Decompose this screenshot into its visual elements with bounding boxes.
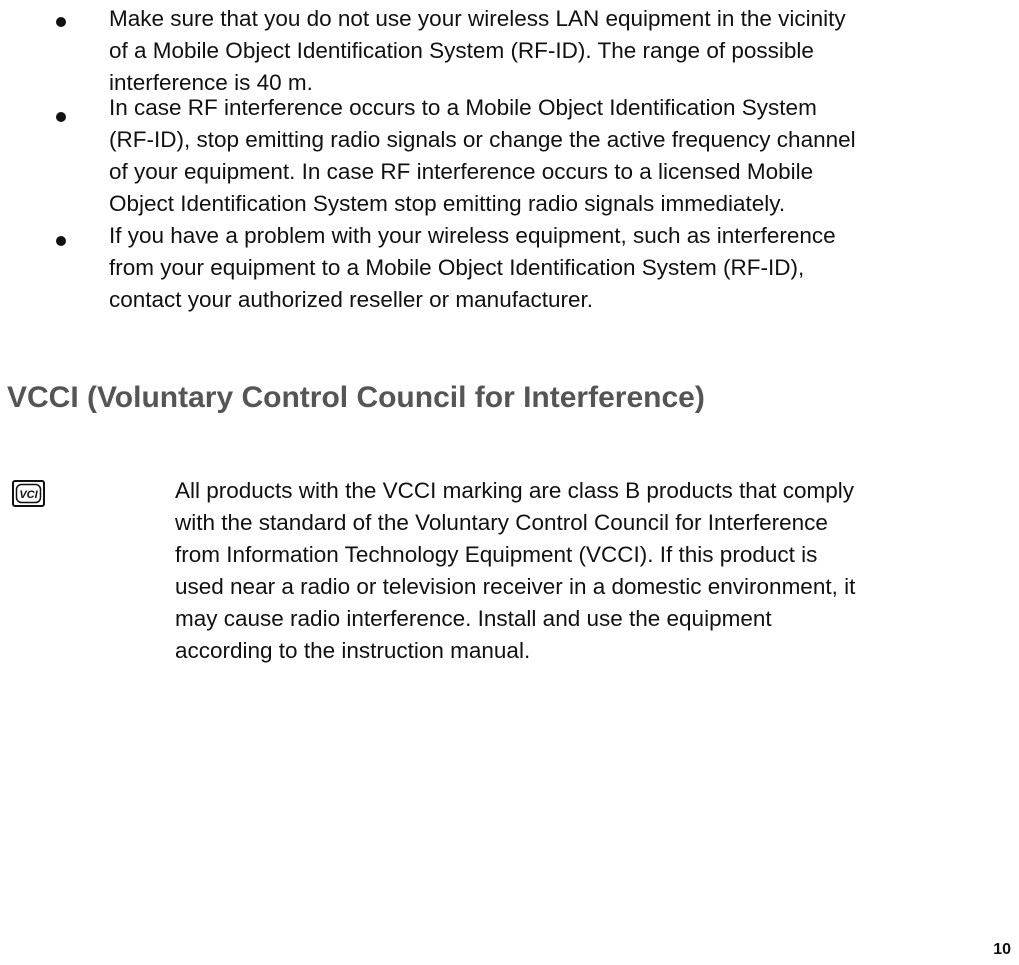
vcci-logo-icon xyxy=(12,480,45,507)
bullet-text: In case RF interference occurs to a Mobile Object Identification System (RF-ID), stop emitting radio signals or change the active frequency channel of your equipment. In case RF interference occurs to a licensed Mobile Object Identification System stop emitting radio signals immediately. xyxy=(109,95,856,216)
section-heading: VCCI (Voluntary Control Council for Interference) xyxy=(7,381,705,414)
bullet-text: Make sure that you do not use your wireless LAN equipment in the vicinity of a Mobile Object Identification System (RF-ID). The range of possible interference is 40 m. xyxy=(109,6,846,95)
vcci-paragraph: All products with the VCCI marking are class B products that comply with the standard of the Voluntary Control Council for Interference from Information Technology Equipment (VCCI). If this product is used near a radio or television receiver in a domestic environment, it may cause radio interference. Install and use the equipment according to the instruction manual. xyxy=(175,478,856,663)
page-number: 10 xyxy=(993,941,1011,958)
bullet-dot-icon xyxy=(56,112,66,122)
bullet-dot-icon xyxy=(56,17,66,27)
vcci-logo-text: VCI xyxy=(19,489,38,501)
bullet-text: If you have a problem with your wireless equipment, such as interference from your equipment to a Mobile Object Identification System (RF-ID), contact your authorized reseller or manufacturer. xyxy=(109,223,836,312)
bullet-dot-icon xyxy=(56,236,66,246)
